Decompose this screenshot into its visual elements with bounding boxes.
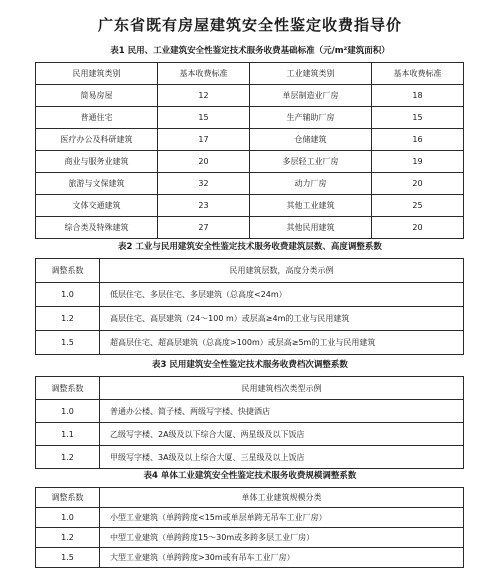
column-header: 调整系数 bbox=[36, 259, 100, 283]
table-row bbox=[36, 528, 464, 548]
column-header: 单体工业建筑规模分类 bbox=[100, 488, 464, 508]
description-cell: 小型工业建筑（单跨跨度<15m或单层单跨无吊车工业厂房） bbox=[100, 508, 464, 528]
fee-standard-table bbox=[35, 62, 464, 239]
industrial-category-cell: 其他民用建筑 bbox=[250, 217, 372, 239]
fee-cell: 12 bbox=[158, 85, 250, 107]
table-header-row bbox=[36, 259, 464, 283]
column-header: 民用建筑档次类型示例 bbox=[100, 377, 464, 400]
description-cell: 高层住宅、高层建筑（24～100 m）或层高≥4m的工业与民用建筑 bbox=[100, 307, 464, 331]
table2-caption: 表2 工业与民用建筑安全性鉴定技术服务收费建筑层数、高度调整系数 bbox=[118, 242, 382, 252]
description-cell: 大型工业建筑（单跨跨度>30m或有吊车工业厂房） bbox=[100, 548, 464, 568]
table-row bbox=[36, 85, 464, 107]
table-row bbox=[36, 307, 464, 331]
column-header: 民用建筑层数，高度分类示例 bbox=[100, 259, 464, 283]
table-row bbox=[36, 283, 464, 307]
column-header: 调整系数 bbox=[36, 377, 100, 400]
fee-cell: 25 bbox=[372, 195, 464, 217]
civil-category-cell: 医疗办公及科研建筑 bbox=[36, 129, 158, 151]
fee-cell: 20 bbox=[372, 217, 464, 239]
table-row bbox=[36, 195, 464, 217]
table-row bbox=[36, 151, 464, 173]
table-row bbox=[36, 107, 464, 129]
industrial-category-cell: 仓储建筑 bbox=[250, 129, 372, 151]
civil-category-cell: 简易房屋 bbox=[36, 85, 158, 107]
fee-cell: 20 bbox=[372, 173, 464, 195]
fee-cell: 15 bbox=[158, 107, 250, 129]
height-adjustment-table bbox=[35, 258, 464, 355]
table-row bbox=[36, 548, 464, 568]
table-row bbox=[36, 446, 464, 469]
table-row bbox=[36, 508, 464, 528]
industrial-category-cell: 多层轻工业厂房 bbox=[250, 151, 372, 173]
table-header-row bbox=[36, 488, 464, 508]
page-title: 广东省既有房屋建筑安全性鉴定收费指导价 bbox=[97, 16, 402, 34]
description-cell: 中型工业建筑（单跨跨度15～30m或多跨多层工业厂房） bbox=[100, 528, 464, 548]
table-row bbox=[36, 217, 464, 239]
industrial-category-cell: 生产辅助厂房 bbox=[250, 107, 372, 129]
table1-caption: 表1 民用、工业建筑安全性鉴定技术服务收费基础标准（元/m²建筑面积） bbox=[110, 46, 390, 56]
industrial-category-cell: 单层制造业厂房 bbox=[250, 85, 372, 107]
coefficient-cell: 1.5 bbox=[36, 548, 100, 568]
coefficient-cell: 1.0 bbox=[36, 400, 100, 423]
table-header-row bbox=[36, 63, 464, 85]
scale-adjustment-table bbox=[35, 487, 464, 568]
description-cell: 甲级写字楼、3A级及以上综合大厦、三星级及以上饭店 bbox=[100, 446, 464, 469]
description-cell: 超高层住宅、超高层建筑（总高度>100m）或层高≥5m的工业与民用建筑 bbox=[100, 331, 464, 355]
civil-category-cell: 商业与服务业建筑 bbox=[36, 151, 158, 173]
fee-cell: 16 bbox=[372, 129, 464, 151]
fee-cell: 20 bbox=[158, 151, 250, 173]
description-cell: 乙级写字楼、2A级及以下综合大厦、两星级及以下饭店 bbox=[100, 423, 464, 446]
civil-category-cell: 普通住宅 bbox=[36, 107, 158, 129]
table4-caption: 表4 单体工业建筑安全性鉴定技术服务收费规模调整系数 bbox=[143, 471, 357, 481]
fee-cell: 32 bbox=[158, 173, 250, 195]
fee-cell: 23 bbox=[158, 195, 250, 217]
coefficient-cell: 1.1 bbox=[36, 423, 100, 446]
fee-cell: 17 bbox=[158, 129, 250, 151]
civil-category-cell: 旅游与文保建筑 bbox=[36, 173, 158, 195]
column-header: 工业建筑类别 bbox=[250, 63, 372, 85]
coefficient-cell: 1.2 bbox=[36, 307, 100, 331]
civil-category-cell: 文体交通建筑 bbox=[36, 195, 158, 217]
coefficient-cell: 1.0 bbox=[36, 508, 100, 528]
table-row bbox=[36, 423, 464, 446]
coefficient-cell: 1.2 bbox=[36, 446, 100, 469]
table-row bbox=[36, 400, 464, 423]
coefficient-cell: 1.5 bbox=[36, 331, 100, 355]
coefficient-cell: 1.2 bbox=[36, 528, 100, 548]
fee-cell: 15 bbox=[372, 107, 464, 129]
industrial-category-cell: 动力厂房 bbox=[250, 173, 372, 195]
column-header: 基本收费标准 bbox=[158, 63, 250, 85]
column-header: 基本收费标准 bbox=[372, 63, 464, 85]
fee-cell: 19 bbox=[372, 151, 464, 173]
industrial-category-cell: 其他工业建筑 bbox=[250, 195, 372, 217]
column-header: 调整系数 bbox=[36, 488, 100, 508]
fee-cell: 27 bbox=[158, 217, 250, 239]
table-header-row bbox=[36, 377, 464, 400]
table-row bbox=[36, 173, 464, 195]
grade-adjustment-table bbox=[35, 376, 464, 469]
coefficient-cell: 1.0 bbox=[36, 283, 100, 307]
civil-category-cell: 综合类及特殊建筑 bbox=[36, 217, 158, 239]
table-row bbox=[36, 129, 464, 151]
fee-cell: 18 bbox=[372, 85, 464, 107]
table3-caption: 表3 民用建筑安全性鉴定技术服务收费档次调整系数 bbox=[152, 360, 348, 370]
description-cell: 普通办公楼、简子楼、两级写字楼、快捷酒店 bbox=[100, 400, 464, 423]
table-row bbox=[36, 331, 464, 355]
column-header: 民用建筑类别 bbox=[36, 63, 158, 85]
description-cell: 低层住宅、多层住宅、多层建筑（总高度<24m） bbox=[100, 283, 464, 307]
